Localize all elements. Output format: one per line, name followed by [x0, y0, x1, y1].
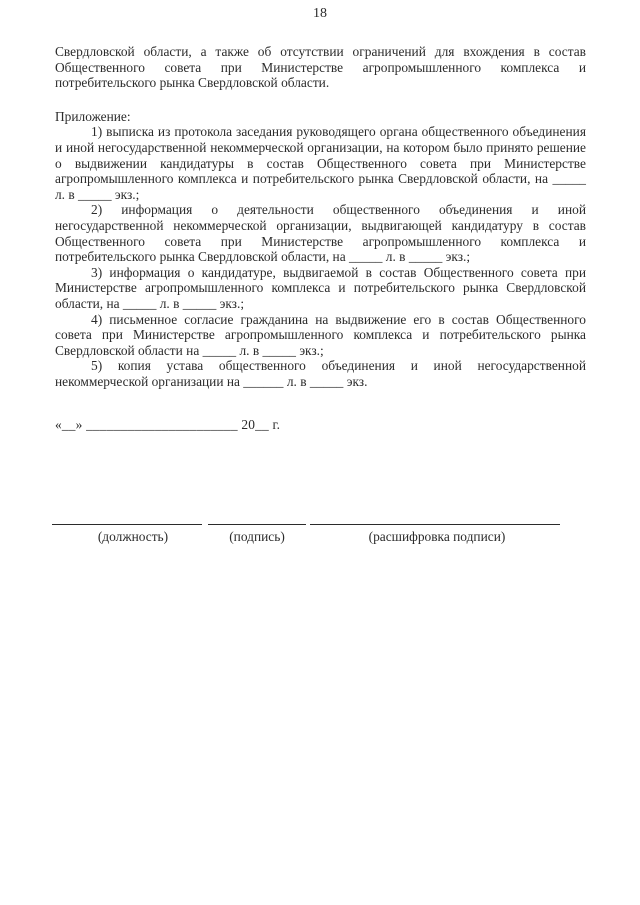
name-caption: (расшифровка подписи) [368, 529, 506, 544]
signature-caption: (подпись) [229, 529, 285, 544]
position-line [52, 524, 202, 525]
intro-paragraph: Свердловской области, а также об отсутствии ограничений для вхождения в состав Общественного совета при Министерстве агропромышленного комплекса и потребительского рынка Свердловской области. [55, 44, 586, 91]
appendix-item: 5) копия устава общественного объединения и иной негосударственной некоммерческой организации на ______ л. в _____ экз. [55, 358, 586, 389]
name-line [310, 524, 560, 525]
page-number: 18 [313, 6, 327, 21]
signature-line [208, 524, 306, 525]
document-body [55, 44, 586, 433]
appendix-item: 1) выписка из протокола заседания руководящего органа общественного объединения и иной негосударственной некоммерческой организации, на котором было принято решение о выдвижении кандидатуры в состав Общественного совета при Министерстве агропромышленного комплекса и потребительского рынка Свердловской области, на _____ л. в _____ экз.; [55, 124, 586, 202]
appendix-item: 3) информация о кандидатуре, выдвигаемой в состав Общественного совета при Министерстве агропромышленного комплекса и потребительского рынка Свердловской области, на _____ л. в _____ экз.; [55, 264, 586, 311]
appendix-item: 2) информация о деятельности общественного объединения и иной негосударственной некоммерческой организации, выдвигающей кандидатуру в состав Общественного совета при Министерстве агропромышленного комплекса и потребительского рынка Свердловской области, на _____ л. в _____ экз.; [55, 202, 586, 265]
position-caption: (должность) [97, 529, 169, 544]
appendix-label: Приложение: [55, 108, 131, 124]
date-line: «__» ______________________ 20__ г. [55, 417, 281, 433]
appendix-item: 4) письменное согласие гражданина на выдвижение его в состав Общественного совета при Министерстве агропромышленного комплекса и потребительского рынка Свердловской области на _____ л. в _____ экз.; [55, 311, 586, 358]
signature-block [52, 520, 562, 550]
